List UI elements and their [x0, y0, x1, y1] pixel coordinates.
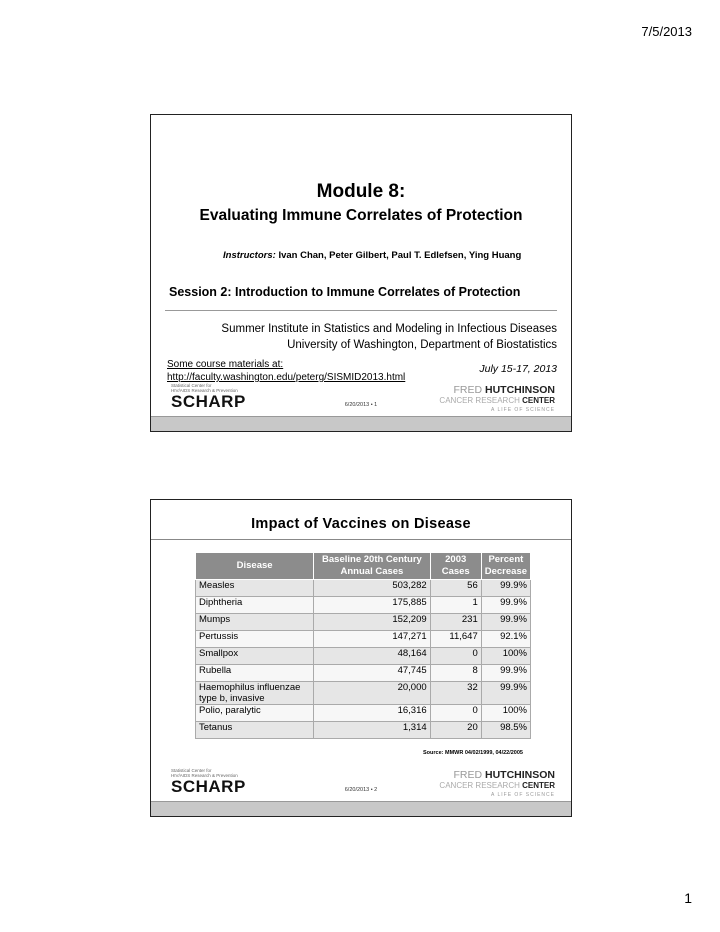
slide-2	[150, 499, 572, 817]
table-row	[196, 682, 531, 705]
fred-hutchinson-logo	[435, 770, 555, 798]
table-cell: 99.9%	[481, 682, 530, 705]
column-header: Disease	[196, 553, 314, 580]
table-cell: 99.9%	[481, 580, 530, 597]
table-cell: 48,164	[314, 648, 430, 665]
slide-footer-band	[151, 416, 571, 431]
slide-number: 6/20/2013 • 2	[344, 787, 378, 793]
logo-tagline: A LIFE OF SCIENCE	[491, 792, 555, 798]
scharp-logo-text: HIV/AIDS Research & Prevention	[171, 773, 238, 778]
table-cell: Smallpox	[196, 648, 314, 665]
table-cell: 0	[430, 705, 481, 722]
table-cell: 8	[430, 665, 481, 682]
table-row	[196, 722, 531, 739]
table-cell: 231	[430, 614, 481, 631]
scharp-logo-text: Statistical Center for	[171, 383, 212, 388]
table-cell: Rubella	[196, 665, 314, 682]
column-header: Percent Decrease	[481, 553, 530, 580]
slide-title: Impact of Vaccines on Disease	[251, 516, 471, 532]
table-row	[196, 705, 531, 722]
logo-tagline: A LIFE OF SCIENCE	[491, 407, 555, 413]
table-cell: Pertussis	[196, 631, 314, 648]
table-cell: 99.9%	[481, 614, 530, 631]
course-date: July 15-17, 2013	[479, 363, 557, 375]
table-cell: 56	[430, 580, 481, 597]
table-cell: 503,282	[314, 580, 430, 597]
logo-text: CENTER	[522, 781, 555, 790]
column-header: Baseline 20th Century Annual Cases	[314, 553, 430, 580]
table-cell: 0	[430, 648, 481, 665]
scharp-logo-wordmark: SCHARP	[171, 777, 246, 796]
table-cell: 100%	[481, 705, 530, 722]
materials-link[interactable]: http://faculty.washington.edu/peterg/SISMID2013.html	[167, 372, 406, 383]
logo-text: CENTER	[522, 396, 555, 405]
table-cell: 99.9%	[481, 597, 530, 614]
table-row	[196, 665, 531, 682]
table-cell: 20	[430, 722, 481, 739]
table-cell: Diphtheria	[196, 597, 314, 614]
slide-1	[150, 114, 572, 432]
table-row	[196, 580, 531, 597]
materials-label: Some course materials at:	[167, 359, 284, 370]
table-row	[196, 597, 531, 614]
divider	[151, 539, 571, 540]
session-title: Session 2: Introduction to Immune Correlates of Protection	[169, 285, 521, 299]
logo-text: CANCER RESEARCH	[439, 781, 523, 790]
table-source: Source: MMWR 04/02/1999, 04/22/2005	[423, 750, 523, 756]
table-cell: Polio, paralytic	[196, 705, 314, 722]
institute	[221, 321, 557, 353]
table-cell: 92.1%	[481, 631, 530, 648]
logo-text: CANCER RESEARCH	[439, 396, 523, 405]
table-cell: 100%	[481, 648, 530, 665]
instructors-label: Instructors:	[223, 250, 276, 261]
column-header: 2003 Cases	[430, 553, 481, 580]
table-row	[196, 614, 531, 631]
logo-text: HUTCHINSON	[485, 769, 555, 781]
table-cell: 98.5%	[481, 722, 530, 739]
table-cell: Measles	[196, 580, 314, 597]
table-cell: 32	[430, 682, 481, 705]
table-row	[196, 648, 531, 665]
scharp-logo-text: HIV/AIDS Research & Prevention	[171, 388, 238, 393]
table-cell: Mumps	[196, 614, 314, 631]
table-cell: 147,271	[314, 631, 430, 648]
slide-subtitle: Evaluating Immune Correlates of Protection	[199, 207, 523, 224]
slide-number: 6/20/2013 • 1	[344, 402, 378, 408]
instructors	[223, 250, 521, 261]
table-cell: 20,000	[314, 682, 430, 705]
table-cell: 11,647	[430, 631, 481, 648]
table-cell: Haemophilus influenzae type b, invasive	[196, 682, 314, 705]
table-cell: 175,885	[314, 597, 430, 614]
table-cell: Tetanus	[196, 722, 314, 739]
table-header-row	[196, 553, 531, 580]
slide-footer-band	[151, 801, 571, 816]
fred-hutchinson-logo	[435, 385, 555, 413]
table-row	[196, 631, 531, 648]
table-cell: 99.9%	[481, 665, 530, 682]
table-cell: 47,745	[314, 665, 430, 682]
institute-line-1: Summer Institute in Statistics and Modeling in Infectious Diseases	[221, 323, 557, 335]
table-cell: 1	[430, 597, 481, 614]
slide-title: Module 8:	[316, 181, 406, 202]
scharp-logo-wordmark: SCHARP	[171, 392, 246, 411]
institute-line-2: University of Washington, Department of Biostatistics	[287, 339, 557, 351]
course-materials	[167, 358, 405, 384]
vaccine-impact-table	[195, 552, 531, 739]
instructors-names: Ivan Chan, Peter Gilbert, Paul T. Edlefsen, Ying Huang	[278, 250, 522, 261]
page-date: 7/5/2013	[641, 24, 692, 39]
page-number: 1	[684, 890, 692, 906]
table-cell: 1,314	[314, 722, 430, 739]
logo-text: FRED	[453, 384, 485, 396]
divider	[165, 310, 557, 311]
logo-text: FRED	[453, 769, 485, 781]
logo-text: HUTCHINSON	[485, 384, 555, 396]
scharp-logo-text: Statistical Center for	[171, 768, 212, 773]
table-cell: 16,316	[314, 705, 430, 722]
table-cell: 152,209	[314, 614, 430, 631]
